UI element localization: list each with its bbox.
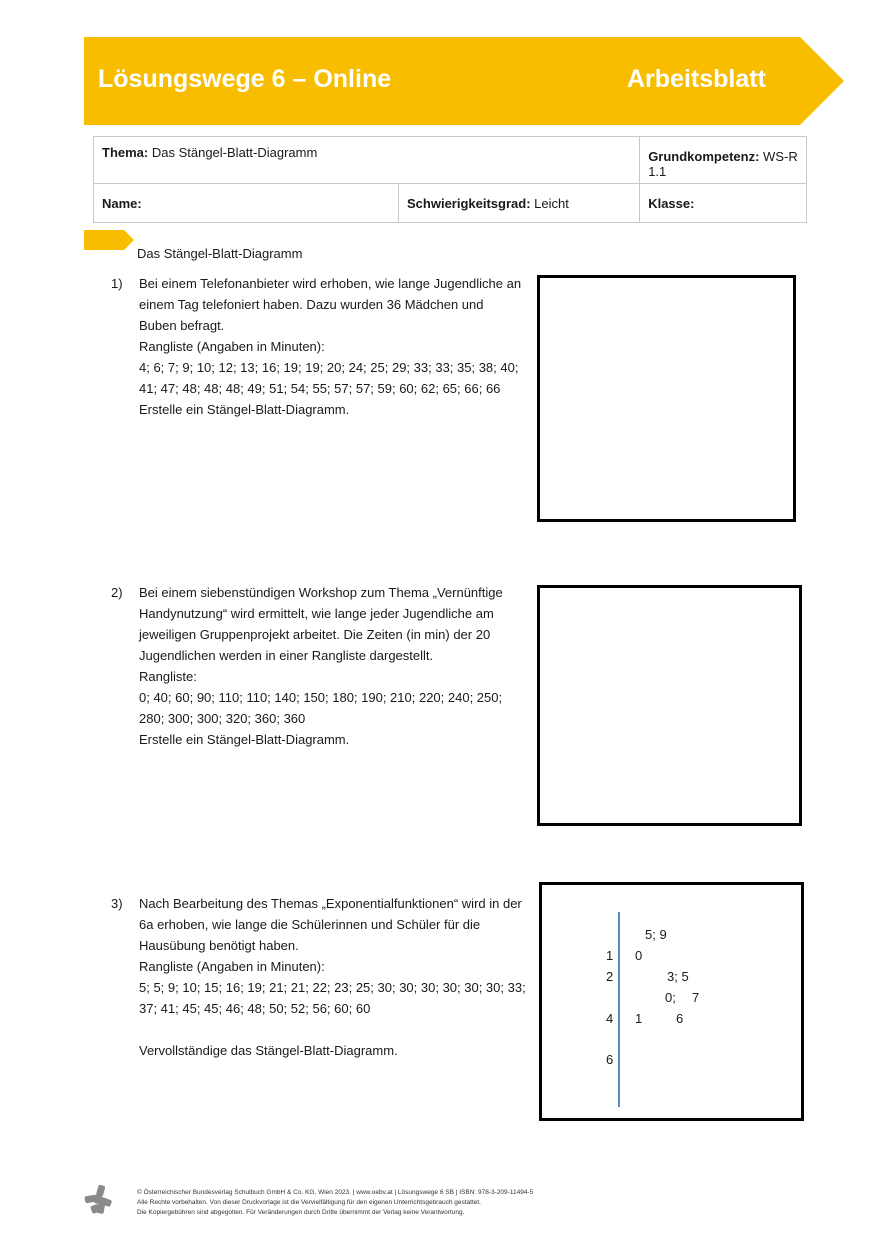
stem-6: 6 [606,1052,614,1067]
leaf-row-3a: 0; [665,990,676,1005]
klasse-label: Klasse: [648,195,695,211]
task-line: jeweiligen Gruppenprojekt arbeitet. Die Zeiten (in min) der 20 [139,627,491,642]
footer-line: Alle Rechte vorbehalten. Von dieser Druckvorlage ist die Vervielfältigung für den eigenen Unterrichtsgebrauch gestattet. [137,1199,481,1206]
name-label: Name: [102,195,142,211]
thema-cell [94,137,640,184]
stem-2: 2 [606,969,614,984]
leaf-row-2: 3; 5 [667,969,689,984]
task-line: 37; 41; 45; 45; 46; 48; 50; 52; 56; 60; 60 [139,1001,371,1016]
leaf-row-4b: 6 [676,1011,684,1026]
section-marker [84,230,134,250]
task-number: 3) [111,896,123,911]
task-line: Bei einem siebenstündigen Workshop zum Thema „Vernünftige [139,585,503,600]
kompetenz-label: Grundkompetenz: [648,149,760,164]
task-line: einem Tag telefoniert haben. Dazu wurden 36 Mädchen und [139,297,484,312]
task-line: Erstelle ein Stängel-Blatt-Diagramm. [139,402,350,417]
kompetenz-value: WS-R 1.1 [648,149,798,179]
task-line: Rangliste: [139,669,197,684]
task-line: Erstelle ein Stängel-Blatt-Diagramm. [139,732,350,747]
task-line: Vervollständige das Stängel-Blatt-Diagramm. [139,1043,398,1058]
section-title: Das Stängel-Blatt-Diagramm [137,246,303,261]
stem-1: 1 [606,948,614,963]
schwierigkeit-label: Schwierigkeitsgrad: [407,195,531,211]
stem-4: 4 [606,1011,614,1026]
footer-copyright [137,1188,533,1218]
task-line: 0; 40; 60; 90; 110; 110; 140; 150; 180; 190; 210; 220; 240; 250; [139,690,503,705]
task-number: 1) [111,276,123,291]
publisher-logo-icon [84,1184,114,1219]
leaf-row-4a: 1 [635,1011,643,1026]
task-line: Bei einem Telefonanbieter wird erhoben, wie lange Jugendliche an [139,276,522,291]
klasse-cell[interactable] [640,184,807,223]
footer-line: Die Kopiergebühren sind abgegolten. Für Veränderungen durch Dritte übernimmt der Verlag keine Verantwortung. [137,1209,465,1216]
document-type: Arbeitsblatt [627,65,766,93]
leaf-row-1: 0 [635,948,643,963]
leaf-row-0: 5; 9 [645,927,667,942]
stem-divider-line [618,912,620,1107]
info-table [93,136,807,223]
task-line: 41; 47; 48; 48; 48; 49; 51; 54; 55; 57; 57; 59; 60; 62; 65; 66; 66 [139,381,501,396]
task-line: 6a erhoben, wie lange die Schülerinnen und Schüler für die [139,917,481,932]
name-cell[interactable] [94,184,399,223]
task-line: Rangliste (Angaben in Minuten): [139,959,325,974]
banner-title: Lösungswege 6 – Online [98,65,392,93]
header-banner [84,37,844,125]
thema-label: Thema: [102,145,149,160]
task-line: 5; 5; 9; 10; 15; 16; 19; 21; 21; 22; 23; 25; 30; 30; 30; 30; 30; 30; 33; [139,980,526,995]
task-line [139,1019,531,1040]
leaf-row-3b: 7 [692,990,700,1005]
thema-value: Das Stängel-Blatt-Diagramm [151,145,318,160]
schwierigkeit-cell [399,184,640,223]
task-line: Handynutzung“ wird ermittelt, wie lange jeder Jugendliche am [139,606,494,621]
schwierigkeit-value: Leicht [534,195,569,211]
answer-box-2[interactable] [537,585,802,826]
task-line: 280; 300; 300; 320; 360; 360 [139,711,306,726]
task-line: Buben befragt. [139,318,225,333]
kompetenz-cell [640,137,807,184]
task-line: Rangliste (Angaben in Minuten): [139,339,325,354]
task-line: Jugendlichen werden in einer Rangliste dargestellt. [139,648,434,663]
task-line: Hausübung benötigt haben. [139,938,299,953]
task-line: Nach Bearbeitung des Themas „Exponentialfunktionen“ wird in der [139,896,522,911]
task-line: 4; 6; 7; 9; 10; 12; 13; 16; 19; 19; 20; 24; 25; 29; 33; 33; 35; 38; 40; [139,360,519,375]
footer-line: © Österreichischer Bundesverlag Schulbuch GmbH & Co. KG, Wien 2023. | www.oebv.at | Lösungswege 6 SB | ISBN: 978-3-209-11494-5 [137,1189,534,1196]
task-number: 2) [111,585,123,600]
answer-box-1[interactable] [537,275,796,522]
